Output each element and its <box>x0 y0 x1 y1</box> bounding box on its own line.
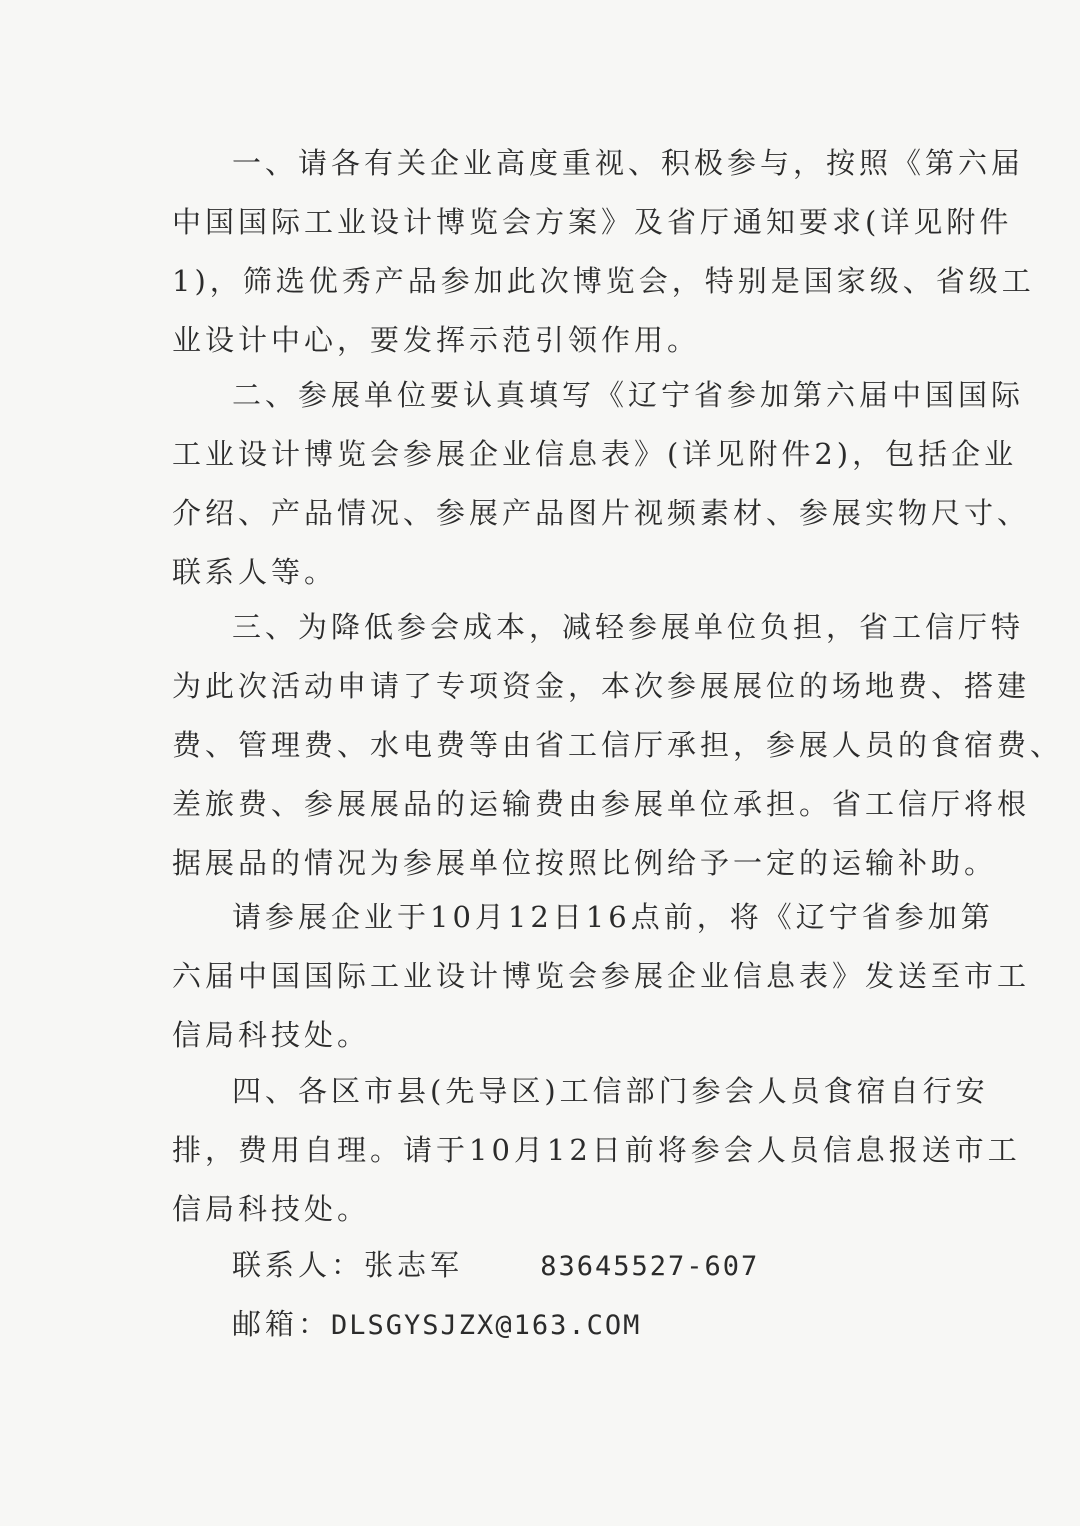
paragraph-line: 工业设计博览会参展企业信息表》(详见附件2)，包括企业 <box>172 437 1018 471</box>
paragraph-line: 为此次活动申请了专项资金，本次参展展位的场地费、搭建 <box>172 669 1031 703</box>
paragraph-1 <box>172 134 1035 370</box>
paragraph-line: 信局科技处。 <box>172 1018 371 1052</box>
paragraph-line: 1)，筛选优秀产品参加此次博览会，特别是国家级、省级工 <box>172 264 1035 298</box>
paragraph-line: 业设计中心，要发挥示范引领作用。 <box>172 323 701 357</box>
paragraph-4 <box>172 888 1031 1065</box>
paragraph-line: 六届中国国际工业设计博览会参展企业信息表》发送至市工 <box>172 959 1031 993</box>
contact-person-line <box>232 1236 759 1296</box>
paragraph-line: 三、为降低参会成本，减轻参展单位负担，省工信厅特 <box>232 610 1025 644</box>
contact-email-line <box>232 1295 641 1355</box>
paragraph-line: 四、各区市县(先导区)工信部门参会人员食宿自行安 <box>232 1074 989 1108</box>
paragraph-line: 一、请各有关企业高度重视、积极参与，按照《第六届 <box>232 146 1025 180</box>
contact-person-name: 张志军 <box>364 1248 464 1282</box>
paragraph-5 <box>172 1062 1021 1239</box>
paragraph-3 <box>172 598 1064 893</box>
contact-email: DLSGYSJZX@163.COM <box>331 1310 642 1341</box>
paragraph-line: 中国国际工业设计博览会方案》及省厅通知要求(详见附件 <box>172 205 1013 239</box>
paragraph-line: 据展品的情况为参展单位按照比例给予一定的运输补助。 <box>172 846 998 880</box>
paragraph-line: 介绍、产品情况、参展产品图片视频素材、参展实物尺寸、 <box>172 496 1031 530</box>
contact-phone: 83645527-607 <box>540 1251 760 1282</box>
paragraph-line: 费、管理费、水电费等由省工信厅承担，参展人员的食宿费、 <box>172 728 1064 762</box>
paragraph-line: 信局科技处。 <box>172 1192 371 1226</box>
paragraph-line: 联系人等。 <box>172 555 338 589</box>
paragraph-line: 排，费用自理。请于10月12日前将参会人员信息报送市工 <box>172 1133 1021 1167</box>
contact-email-label: 邮箱： <box>232 1307 332 1341</box>
paragraph-2 <box>172 366 1031 602</box>
paragraph-line: 二、参展单位要认真填写《辽宁省参加第六届中国国际 <box>232 378 1025 412</box>
paragraph-line: 请参展企业于10月12日16点前，将《辽宁省参加第 <box>232 900 994 934</box>
contact-person-label: 联系人： <box>232 1248 365 1282</box>
paragraph-line: 差旅费、参展展品的运输费由参展单位承担。省工信厅将根 <box>172 787 1031 821</box>
